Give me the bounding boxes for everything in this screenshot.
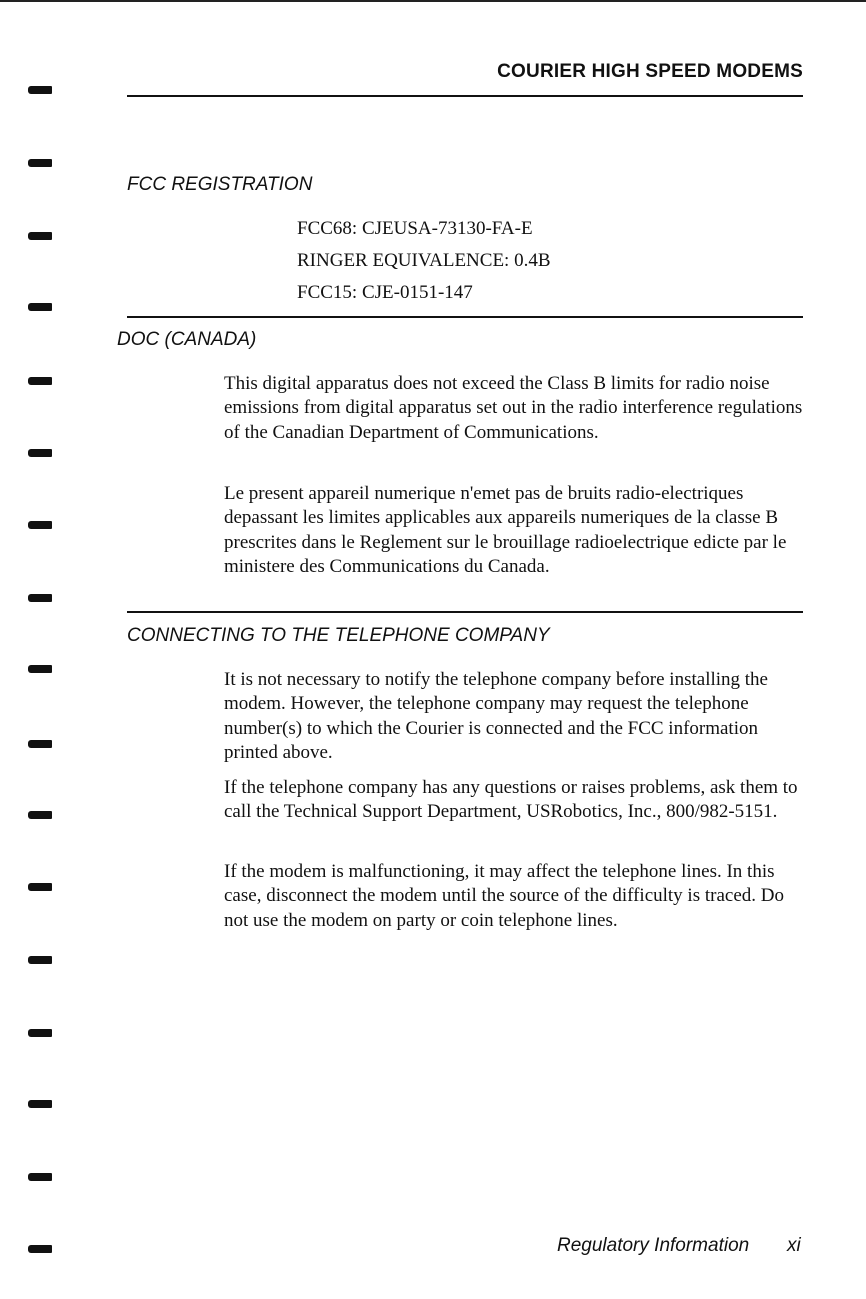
binder-tab-mark [28,377,52,385]
binder-tab-mark [28,1245,52,1253]
binder-tab-mark [28,1100,52,1108]
binder-tab-mark [28,665,52,673]
footer-section-title: Regulatory Information [557,1235,750,1256]
binder-tab-mark [28,521,52,529]
header-rule [127,95,803,97]
doc-french-paragraph: Le present appareil numerique n'emet pas de bruits radio-electriques depassant les limites applicables aux appareils numeriques de la classe B prescrites dans le Reglement sur le brouillage radioelectrique edicte par le ministere des Communications du Canada. [224,483,787,577]
binder-tab-mark [28,232,52,240]
binder-tab-mark [28,811,52,819]
fcc-registration-heading: FCC REGISTRATION [127,174,313,195]
telephone-company-heading: CONNECTING TO THE TELEPHONE COMPANY [127,625,550,646]
binder-tab-mark [28,883,52,891]
ringer-equivalence-line: RINGER EQUIVALENCE: 0.4B [297,250,551,271]
binder-tab-mark [28,303,52,311]
binder-tab-mark [28,594,52,602]
page-top-rule [0,0,866,2]
binder-tab-mark [28,159,52,167]
binder-tab-mark [28,86,52,94]
section-rule [127,316,803,318]
running-header-title: COURIER HIGH SPEED MODEMS [497,61,803,82]
telephone-notify-paragraph: It is not necessary to notify the telephone company before installing the modem. However, the telephone company may request the telephone number(s) to which the Courier is connected and the FCC information printed above. [224,669,768,763]
fcc68-line: FCC68: CJEUSA-73130-FA-E [297,218,533,239]
fcc15-line: FCC15: CJE-0151-147 [297,282,473,303]
telephone-malfunction-paragraph: If the modem is malfunctioning, it may affect the telephone lines. In this case, disconnect the modem until the source of the difficulty is traced. Do not use the modem on party or coin telephone lines. [224,861,784,931]
binder-tab-mark [28,956,52,964]
page-number: xi [787,1235,801,1256]
telephone-support-paragraph: If the telephone company has any questions or raises problems, ask them to call the Technical Support Department, USRobotics, Inc., 800/982-5151. [224,777,798,823]
section-rule [127,611,803,613]
binder-tab-mark [28,1173,52,1181]
doc-english-paragraph: This digital apparatus does not exceed the Class B limits for radio noise emissions from digital apparatus set out in the radio interference regulations of the Canadian Department of Communications. [224,373,803,443]
binder-tab-mark [28,449,52,457]
binder-tab-mark [28,1029,52,1037]
binder-tab-mark [28,740,52,748]
doc-canada-heading: DOC (CANADA) [117,329,257,350]
